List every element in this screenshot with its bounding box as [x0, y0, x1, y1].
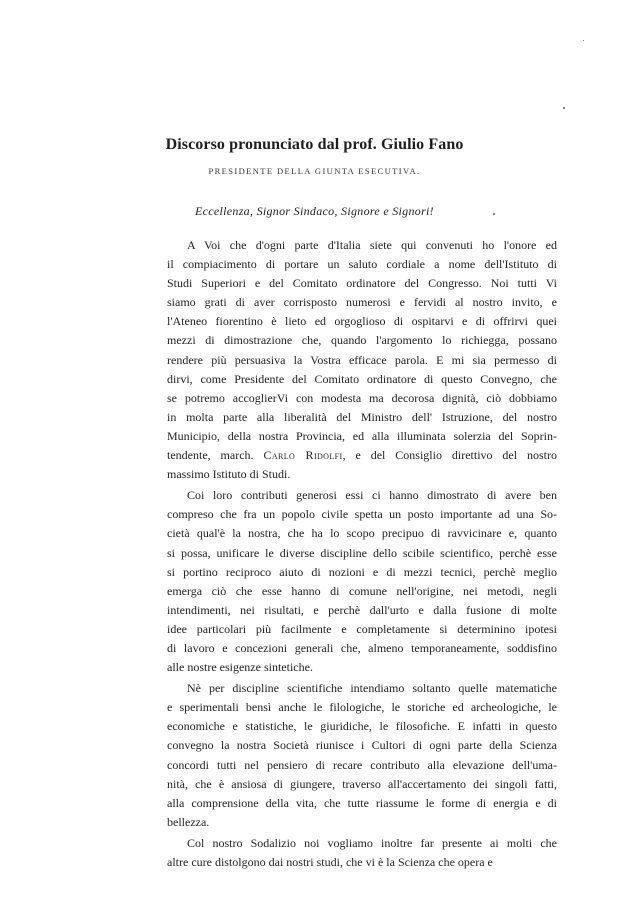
text-line: mezzi di dimostrazione che, quando l'argomento lo richiegga, possano	[167, 333, 557, 348]
text-line: dirvi, come Presidente del Comitato ordinatore di questo Convegno, che	[167, 371, 557, 386]
paragraph	[167, 679, 557, 832]
scan-speck	[583, 40, 584, 41]
page-subtitle: PRESIDENTE DELLA GIUNTA ESECUTIVA.	[208, 166, 421, 176]
text-line: si portino reciproco aiuto di nozioni e di mezzi tecnici, perchè meglio	[167, 564, 557, 579]
text-line: concordi tutti nel pensiero di recare contributo alla elevazione dell'uma-	[167, 757, 557, 772]
paragraph	[167, 834, 557, 872]
salutation: Eccellenza, Signor Sindaco, Signore e Signori!	[195, 204, 434, 218]
text-line: Coi loro contributi generosi essi ci hanno dimostrato di avere ben	[187, 488, 557, 503]
text-line: Municipio, della nostra Provincia, ed alla illuminata solerzia del Soprin-	[167, 428, 557, 443]
text-line: di lavoro e concezioni generali che, almeno temporaneamente, soddisfino	[167, 640, 557, 655]
text-line: bellezza.	[167, 814, 210, 829]
text-line: massimo Istituto di Studi.	[167, 467, 291, 482]
text-line: idee particolari più facilmente e completamente si determinino ipotesi	[167, 621, 557, 636]
text-line: in molta parte alla liberalità del Ministro dell' Istruzione, del nostro	[167, 409, 557, 424]
text-line: se potremo accoglierVi con modesta ma decorosa dignità, ciò dobbiamo	[167, 390, 557, 405]
text-line: nità, che è ansiosa di giungere, traverso all'accertamento dei singoli fatti,	[167, 776, 557, 791]
text-line: compreso che fra un popolo civile spetta un posto importante ad una So-	[167, 507, 557, 522]
body-text	[167, 236, 557, 874]
text-line: intendimenti, nei risultati, e perchè dall'urto e dalla fusione di molte	[167, 602, 557, 617]
scan-speck	[563, 107, 565, 109]
text-line: Col nostro Sodalizio noi vogliamo inoltre far presente ai molti che	[187, 835, 557, 850]
text-line: economiche e statistiche, le giuridiche, le filosofiche. E infatti in questo	[167, 719, 557, 734]
text-line: siamo grati di aver corrisposto numerosi e fervidi al nostro invito, e	[167, 295, 557, 310]
paragraph	[167, 236, 557, 484]
text-line: rendere più persuasiva la Vostra efficace parola. E mi sia permesso di	[167, 352, 557, 367]
text-line: A Voi che d'ogni parte d'Italia siete qui convenuti ho l'onore ed	[187, 238, 557, 252]
text-line: l'Ateneo fiorentino è lieto ed orgoglioso di ospitarvi e di offrirvi quei	[167, 314, 557, 329]
text-line: altre cure distolgono dai nostri studi, che vi è la Scienza che opera e	[167, 855, 493, 869]
text-line: alla comprensione della vita, che tutte riassume le forme di energia e di	[167, 795, 557, 810]
text-line: convegno la nostra Società riunisce i Cultori di ogni parte della Scienza	[167, 738, 557, 753]
person-name: Carlo Ridolfi	[263, 448, 343, 463]
text-line: tendente, march. Carlo Ridolfi, e del Consiglio direttivo del nostro	[167, 448, 557, 463]
paragraph	[167, 486, 557, 677]
text-line: e sperimentali bensì anche le filologiche, le storiche ed archeologiche, le	[167, 700, 557, 715]
text-line: cietà qual'è la nostra, che ha lo scopo precipuo di ravvicinare e, quanto	[167, 526, 557, 541]
text-line: Studi Superiori e del Comitato ordinatore del Congresso. Noi tutti Vi	[167, 276, 557, 291]
text-line: si possa, unificare le diverse discipline dello scibile scientifico, perchè esse	[167, 545, 557, 560]
text-line: Nè per discipline scientifiche intendiamo soltanto quelle matematiche	[187, 681, 557, 696]
page-title: Discorso pronunciato dal prof. Giulio Fano	[165, 136, 464, 153]
text-line: il compiacimento di portare un saluto cordiale a nome dell'Istituto di	[167, 257, 557, 272]
text-line: emerga ciò che esse hanno di comune nell'origine, nei metodi, negli	[167, 583, 557, 598]
text-line: alle nostre esigenze sintetiche.	[167, 660, 313, 675]
